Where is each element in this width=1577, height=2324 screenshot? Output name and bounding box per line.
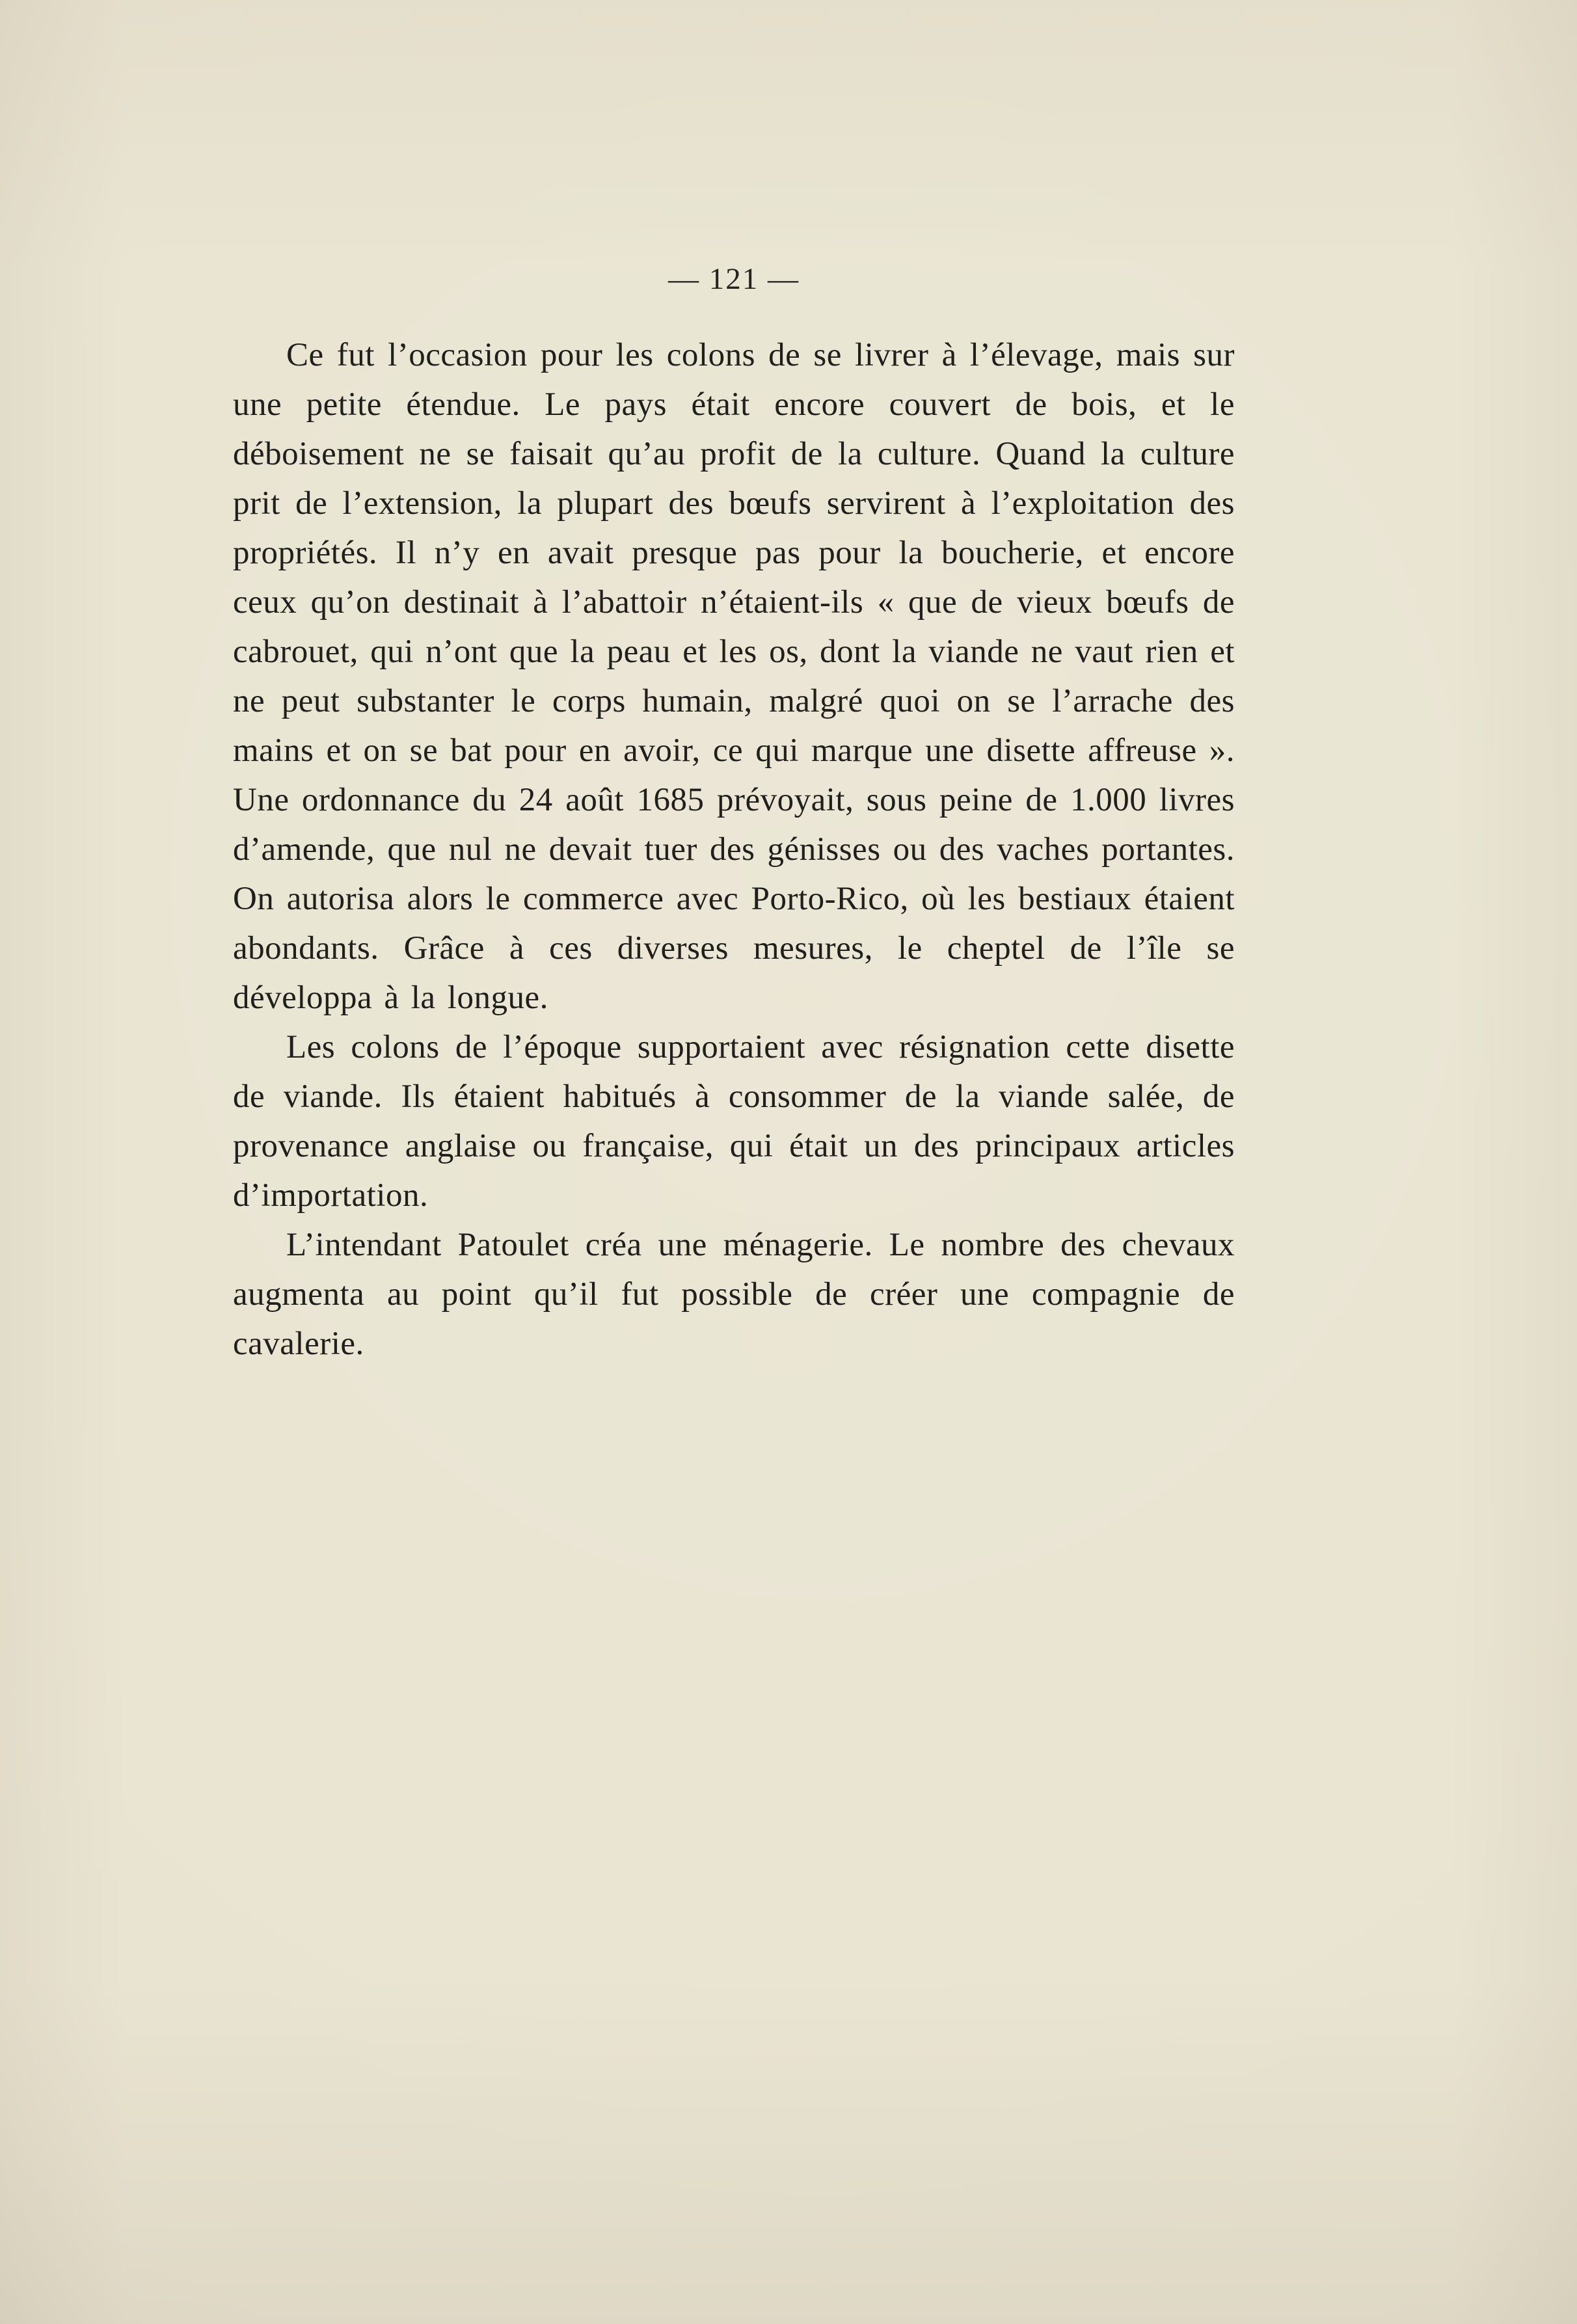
body-text [233,330,1235,1369]
text-block [233,261,1235,1369]
page-number: — 121 — [668,262,800,296]
paragraph-1: Ce fut l’occasion pour les colons de se livrer à l’élevage, mais sur une petite étendue. Le pays était encore couvert de bois, et le déboisement ne se faisait qu’au profit de la culture. Quand la culture prit de l’extension, la plupart des bœufs servirent à l’exploitation des propriétés. Il n’y en avait presque pas pour la boucherie, et encore ceux qu’on destinait à l’abattoir n’étaient-ils « que de vieux bœufs de cabrouet, qui n’ont que la peau et les os, dont la viande ne vaut rien et ne peut substanter le corps humain, malgré quoi on se l’arrache des mains et on se bat pour en avoir, ce qui marque une disette affreuse ». Une ordonnance du 24 août 1685 prévoyait, sous peine de 1.000 livres d’amende, que nul ne devait tuer des génisses ou des vaches portantes. On autorisa alors le commerce avec Porto-Rico, où les bestiaux étaient abondants. Grâce à ces diverses mesures, le cheptel de l’île se développa à la longue. [233,337,1235,1016]
paragraph-3: L’intendant Patoulet créa une ménagerie. Le nombre des chevaux augmenta au point qu’il fut possible de créer une compagnie de cavalerie. [233,1227,1235,1362]
paragraph-2: Les colons de l’époque supportaient avec résignation cette disette de viande. Ils étaient habitués à consommer de la viande salée, de provenance anglaise ou française, qui était un des principaux articles d’importation. [233,1029,1235,1214]
